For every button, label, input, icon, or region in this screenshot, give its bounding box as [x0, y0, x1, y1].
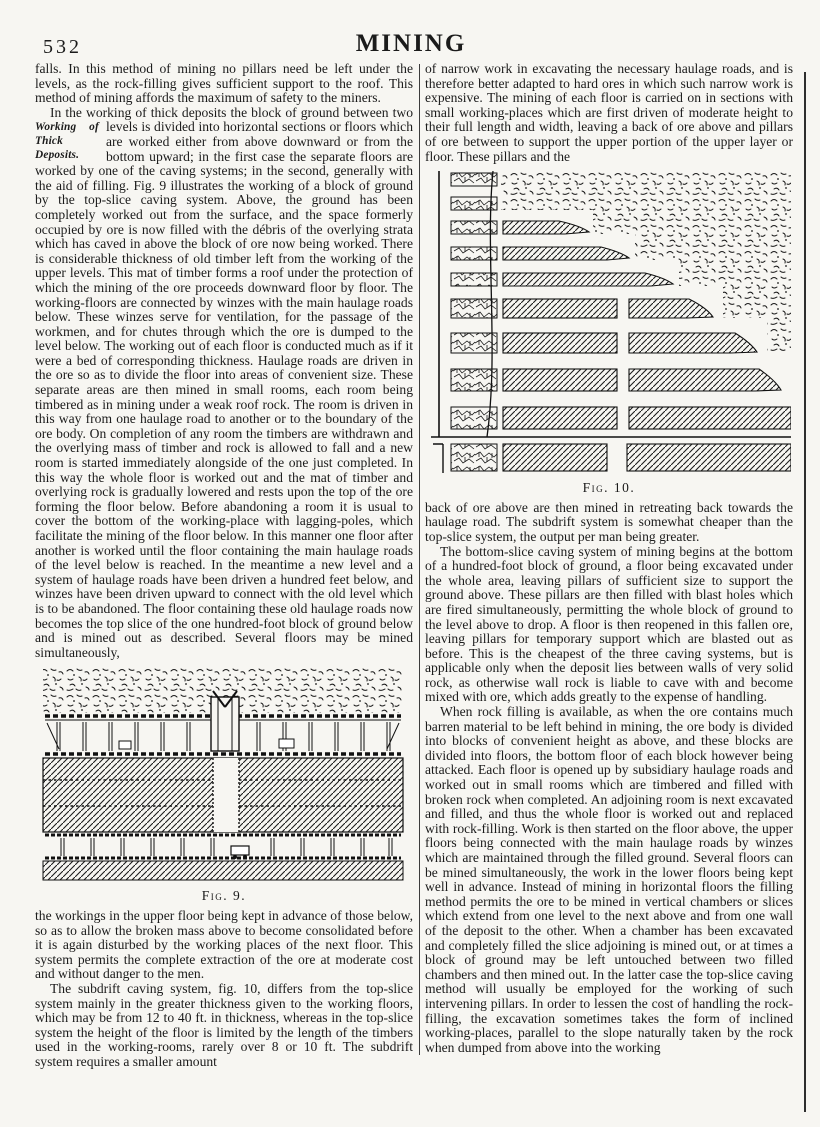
right-column	[425, 62, 793, 1069]
paragraph: When rock filling is available, as when the ore contains much barren material to be left behind in mining, the ore body is divided into blocks of convenient height as above, and these blocks are divided into floors, the bottom floor of each block however being attacked. Each floor is opened up by subsidiary haulage roads and worked out in small rooms which are timbered and filled with broken rock when completed. An adjoining room is next excavated and filled, and thus the whole floor is worked out and replaced with rock-filling. Work is then started on the floor above, the upper floors being connected with the main haulage roads by winzes which are maintained through the filled ground. Several floors can be mined simultaneously, the work in the lower floors being kept well in advance. Instead of mining in horizontal floors the filling method permits the ore to be mined in vertical chambers or slices which extend from one level to the next above and from one wall of the deposit to the other. When a chamber has been excavated and completely filled the slice adjoining is mined out, or at times a block of ground may be left untouched between two filled chambers and then mined out. In the latter case the top-slice caving method will usually be employed for the working of such intervening pillars. In order to lessen the cost of handling the rock-filling, the excavation sometimes takes the form of inclined working-places, parallel to the slope naturally taken by the rock when dumped from above into the working	[425, 704, 793, 1055]
paragraph: falls. In this method of mining no pillars need be left under the levels, as the rock-filling gives sufficient support to the roof. This method of mining affords the maximum of safety to the miners.	[35, 61, 413, 106]
paragraph: The bottom-slice caving system of mining begins at the bottom of a hundred-foot block of ground, a floor being excavated under the whole area, leaving pillars of sufficient size to support the ground above. These pillars are then filled with blast holes which are fired simultaneously, permitting the whole block of ground to the level above to drop. A floor is then reopened in this fallen ore, leaving pillars for temporary support which are blasted out as before. This is the cheapest of the three caving systems, but is applicable only when the deposit lies between walls of very solid rock, as otherwise wall rock is liable to cave with and become mixed with ore, which adds greatly to the expense of handling.	[425, 543, 793, 705]
page-number: 532	[43, 36, 82, 58]
paragraph-with-margin-note	[35, 106, 413, 661]
page-title: MINING	[355, 30, 467, 57]
fig10-caption: Fig. 10.	[582, 480, 636, 496]
text-columns	[35, 62, 801, 1069]
paragraph: of narrow work in excavating the necessary haulage roads, and is therefore better adapted to hard ores in which such narrow work is expensive. The mining of each floor is carried on in sections with small working-places which are first driven of moderate height to their full length and width, leaving a back of ore above and pillars of ore between to support the upper portion of the upper layer or floor. These pillars and the	[425, 61, 793, 164]
paragraph-text: In the working of thick deposits the block of ground between two levels is divided into horizontal sections or floors which	[50, 104, 413, 135]
paragraph: the workings in the upper floor being kept in advance of those below, so as to allow the broken mass above to become consolidated before it is again disturbed by the working places of the next floor. This system permits the complete extraction of the ore at moderate cost and without danger to the men.	[35, 907, 413, 982]
paragraph-text: are worked either from above downward or from the bottom upward; in the first case the separate floors are worked by one of the caving systems; in the second, generally with the aid of filling. Fig. 9 illustrates the working of a block of ground by the top-slice caving system. Above, the ground has been completely worked out from the surface, and the space formerly occupied by ore is now filled with the débris of the overlying strata which has caved in above the block of ore now being worked. There is considerable thickness of old timber left from the working of the upper levels. This mat of timber forms a roof under the protection of which the mining of the ore proceeds downward floor by floor. The working-floors are connected by winzes with the main haulage roads below. These winzes serve for ventilation, for the passage of the workmen, and for chutes through which the ore is dumped to the level below. The working out of each floor is conducted much as if it were a bed of corresponding thickness. Haulage roads are driven in the ore so as to divide the floor into areas of convenient size. These separate areas are then mined in small rooms, each room being timbered as in mining under a weak roof rock. The room is driven in this way from one haulage road to another or to the boundary of the ore body. On completion of any room the timbers are withdrawn and the overlying mass of timber and rock is allowed to fall and a new room is started immediately alongside of the one just completed. In this way the whole floor is worked out and the mat of timber and overlying rock is gradually lowered and rests upon the top of the ore forming the floor below. Before abandoning a room it is usual to cover the bottom of the working-place with lagging-poles, which facilitate the mining of the floor below. In this manner one floor after another is worked until the floor containing the main haulage roads of the level below is reached. In the meantime a new level and a system of haulage roads have been driven a hundred feet below, and winzes have been driven upward to connect with the old level which is to be abandoned. The floor containing these old haulage roads now becomes the top slice of the one hundred-foot block of ground below and is mined out as described. Several floors may be mined simultaneously,	[35, 133, 413, 660]
page-header	[35, 30, 787, 60]
figure-9	[35, 667, 413, 904]
column-divider	[419, 64, 420, 1055]
margin-note: Working of Thick Deposits.	[35, 121, 99, 161]
fig10-drawing	[431, 171, 791, 473]
scan-edge-line	[804, 72, 806, 1112]
paragraph: The subdrift caving system, fig. 10, differs from the top-slice system mainly in the greater thickness given to the working floors, which may be from 12 to 40 ft. in thickness, whereas in the top-slice system the height of the floor is limited by the length of the timbers used in the working-rooms, rarely over 8 or 10 ft. The subdrift system requires a smaller amount	[35, 980, 413, 1069]
fig9-caption: Fig. 9.	[201, 888, 247, 904]
left-column	[35, 62, 413, 1069]
fig9-drawing	[39, 667, 407, 881]
paragraph: back of ore above are then mined in retreating back towards the haulage road. The subdrift system is somewhat cheaper than the top-slice system, the output per man being greater.	[425, 499, 793, 544]
figure-10	[425, 171, 793, 496]
